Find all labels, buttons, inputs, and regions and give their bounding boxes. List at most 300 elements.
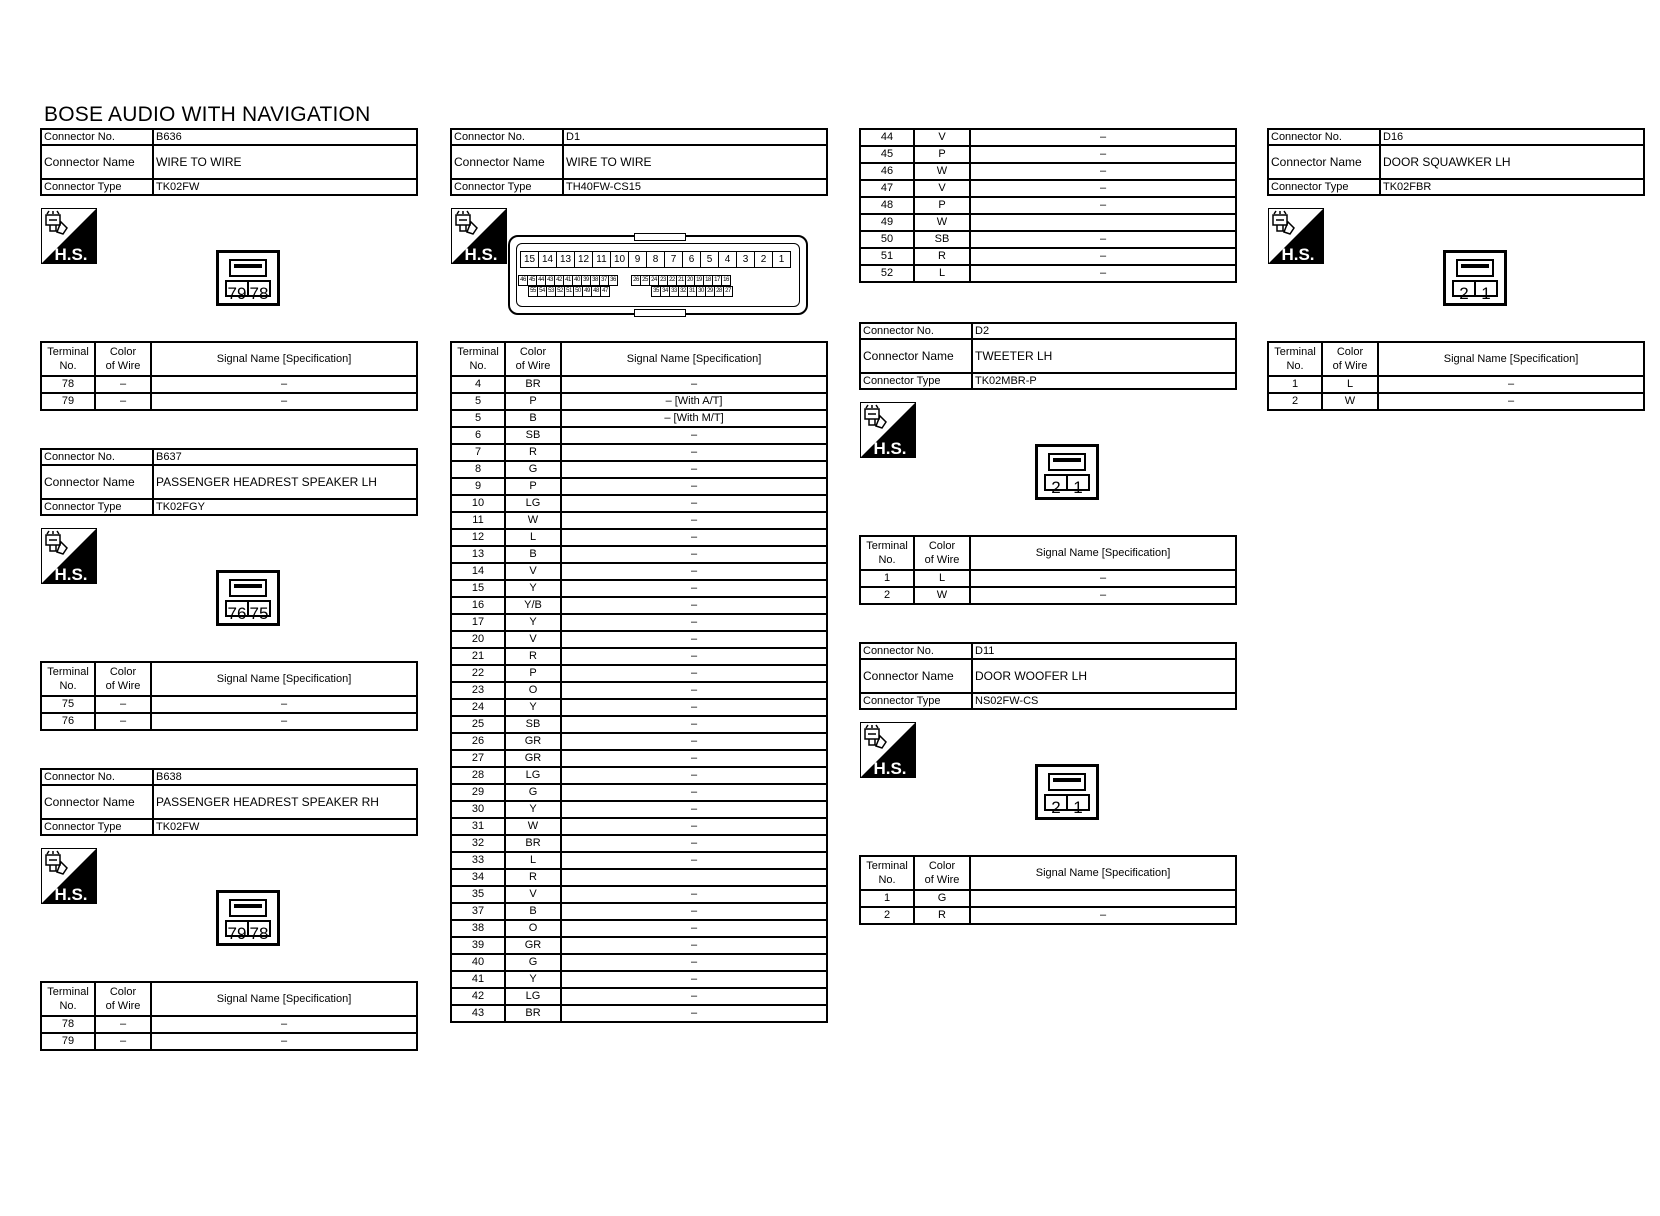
connector-lock-tab — [1456, 259, 1494, 277]
terminal-no: 23 — [451, 682, 505, 699]
info-value: D16 — [1380, 129, 1644, 145]
signal-name: – — [970, 248, 1236, 265]
signal-name: – — [561, 988, 827, 1005]
wire-color: W — [914, 163, 970, 180]
terminal-no: 79 — [41, 1033, 95, 1050]
wire-color: Y — [505, 580, 561, 597]
signal-name: – — [151, 713, 417, 730]
info-label: Connector Name — [41, 145, 153, 179]
info-label: Connector Name — [860, 339, 972, 373]
pin-number: 28 — [714, 286, 724, 297]
terminal-no: 40 — [451, 954, 505, 971]
info-value: D2 — [972, 323, 1236, 339]
signal-name — [970, 890, 1236, 907]
pin-number: 53 — [546, 286, 556, 297]
terminal-row — [451, 1005, 827, 1022]
wire-color: G — [914, 890, 970, 907]
info-row — [41, 179, 417, 195]
terminal-row — [451, 597, 827, 614]
terminal-no: 41 — [451, 971, 505, 988]
wire-color: – — [95, 713, 151, 730]
info-row — [451, 129, 827, 145]
wire-color: P — [505, 665, 561, 682]
connector-pin-row — [528, 286, 732, 297]
wire-color: – — [95, 393, 151, 410]
pin-number: 79 — [227, 282, 249, 295]
wire-color: Y/B — [505, 597, 561, 614]
terminal-row — [860, 570, 1236, 587]
connector-face — [216, 890, 280, 946]
terminal-no: 13 — [451, 546, 505, 563]
terminal-row — [451, 648, 827, 665]
terminal-table — [1267, 341, 1645, 411]
terminal-header-row — [41, 662, 417, 696]
info-row — [860, 643, 1236, 659]
terminal-row — [860, 248, 1236, 265]
signal-name-header: Signal Name [Specification] — [151, 342, 417, 376]
signal-name: – — [561, 444, 827, 461]
signal-name: – — [561, 716, 827, 733]
terminal-row — [860, 265, 1236, 282]
terminal-no: 38 — [451, 920, 505, 937]
info-value: B637 — [153, 449, 417, 465]
signal-name: – — [970, 180, 1236, 197]
wire-color: – — [95, 696, 151, 713]
harness-side-icon — [451, 208, 507, 264]
signal-name: – — [561, 937, 827, 954]
pin-number: 30 — [696, 286, 706, 297]
terminal-row — [860, 907, 1236, 924]
pin-number: 17 — [712, 275, 722, 286]
info-value: TK02FGY — [153, 499, 417, 515]
info-value: TWEETER LH — [972, 339, 1236, 373]
harness-side-icon — [41, 208, 97, 264]
terminal-no-header: Terminal No. — [41, 662, 95, 696]
terminal-no-header: Terminal No. — [41, 342, 95, 376]
pin-number: 25 — [640, 275, 650, 286]
pin-number: 43 — [545, 275, 555, 286]
signal-name: – — [970, 129, 1236, 146]
connector-info-table — [450, 128, 828, 196]
wire-color: P — [914, 197, 970, 214]
wire-color: GR — [505, 733, 561, 750]
signal-name: – — [561, 971, 827, 988]
terminal-row — [1268, 393, 1644, 410]
wire-color: LG — [505, 767, 561, 784]
wire-color: R — [914, 907, 970, 924]
wire-color: GR — [505, 750, 561, 767]
info-row — [451, 179, 827, 195]
signal-name: – — [970, 265, 1236, 282]
signal-name: – — [1378, 376, 1644, 393]
terminal-row — [451, 682, 827, 699]
wire-color: R — [505, 648, 561, 665]
terminal-table — [40, 981, 418, 1051]
info-row — [860, 693, 1236, 709]
connector-info-table — [40, 768, 418, 836]
info-row — [860, 659, 1236, 693]
wire-color: Y — [505, 699, 561, 716]
terminal-row — [860, 231, 1236, 248]
page-title: BOSE AUDIO WITH NAVIGATION — [44, 103, 371, 126]
wire-color: V — [505, 563, 561, 580]
signal-name: – — [561, 733, 827, 750]
pin-number: 9 — [628, 251, 647, 268]
wire-color: P — [505, 478, 561, 495]
terminal-no: 2 — [1268, 393, 1322, 410]
terminal-no: 45 — [860, 146, 914, 163]
wire-color: V — [505, 886, 561, 903]
wire-color: O — [505, 920, 561, 937]
pin-number: 4 — [718, 251, 737, 268]
wire-color: G — [505, 461, 561, 478]
pin-number: 15 — [520, 251, 539, 268]
info-value: D1 — [563, 129, 827, 145]
signal-name-header: Signal Name [Specification] — [970, 536, 1236, 570]
connector-info-table — [1267, 128, 1645, 196]
signal-name: – — [970, 163, 1236, 180]
signal-name: – — [561, 682, 827, 699]
info-value: TH40FW-CS15 — [563, 179, 827, 195]
pin-number: 45 — [527, 275, 537, 286]
connector-lock-tab — [229, 579, 267, 597]
terminal-table — [859, 855, 1237, 925]
wire-color: V — [505, 631, 561, 648]
terminal-row — [451, 529, 827, 546]
terminal-table — [40, 341, 418, 411]
connector-face — [1035, 764, 1099, 820]
connector-key — [634, 309, 686, 317]
terminal-no: 76 — [41, 713, 95, 730]
wire-color: W — [505, 512, 561, 529]
pin-number: 11 — [592, 251, 611, 268]
signal-name: – — [970, 587, 1236, 604]
terminal-row — [451, 546, 827, 563]
info-label: Connector Name — [1268, 145, 1380, 179]
terminal-no-header: Terminal No. — [451, 342, 505, 376]
info-value: WIRE TO WIRE — [563, 145, 827, 179]
pin-number: 48 — [591, 286, 601, 297]
signal-name: – — [151, 1033, 417, 1050]
terminal-no: 43 — [451, 1005, 505, 1022]
connector-info-table — [40, 448, 418, 516]
pin-number: 31 — [687, 286, 697, 297]
info-row — [41, 449, 417, 465]
pin-number: 42 — [554, 275, 564, 286]
signal-name: – — [561, 801, 827, 818]
info-label: Connector Type — [41, 499, 153, 515]
terminal-row — [1268, 376, 1644, 393]
terminal-no-header: Terminal No. — [41, 982, 95, 1016]
terminal-row — [451, 733, 827, 750]
signal-name-header: Signal Name [Specification] — [1378, 342, 1644, 376]
terminal-header-row — [41, 982, 417, 1016]
pin-number: 50 — [573, 286, 583, 297]
info-value: PASSENGER HEADREST SPEAKER LH — [153, 465, 417, 499]
terminal-row — [451, 971, 827, 988]
wire-color: L — [1322, 376, 1378, 393]
connector-pin-cavities — [225, 920, 271, 943]
wire-color: BR — [505, 376, 561, 393]
terminal-no: 14 — [451, 563, 505, 580]
signal-name: – — [561, 1005, 827, 1022]
signal-name — [970, 214, 1236, 231]
wire-color-header: Color of Wire — [95, 662, 151, 696]
terminal-no: 12 — [451, 529, 505, 546]
pin-number: 75 — [249, 604, 269, 623]
signal-name: – — [1378, 393, 1644, 410]
svg-text:H.S.: H.S. — [873, 439, 907, 458]
terminal-header-row — [860, 856, 1236, 890]
pin-number: 22 — [667, 275, 677, 286]
pin-number: 16 — [721, 275, 731, 286]
pin-number: 32 — [678, 286, 688, 297]
signal-name: – — [561, 512, 827, 529]
harness-side-icon — [860, 722, 916, 778]
terminal-row — [41, 1033, 417, 1050]
pin-number: 37 — [599, 275, 609, 286]
terminal-table — [859, 128, 1237, 283]
connector-face — [1035, 444, 1099, 500]
harness-side-icon — [1268, 208, 1324, 264]
pin-number: 5 — [700, 251, 719, 268]
connector-info-table — [40, 128, 418, 196]
signal-name: – — [561, 903, 827, 920]
info-value: WIRE TO WIRE — [153, 145, 417, 179]
connector-pin-cavities — [1044, 474, 1090, 497]
wire-color: G — [505, 784, 561, 801]
info-row — [41, 499, 417, 515]
signal-name — [561, 869, 827, 886]
signal-name: – — [561, 614, 827, 631]
terminal-table — [40, 661, 418, 731]
terminal-header-row — [860, 536, 1236, 570]
signal-name: – — [561, 563, 827, 580]
connector-pin-cavities — [225, 600, 271, 623]
info-value: TK02FW — [153, 819, 417, 835]
wire-color: O — [505, 682, 561, 699]
terminal-row — [451, 852, 827, 869]
pin-number: 1 — [1481, 284, 1491, 303]
pin-number: 33 — [669, 286, 679, 297]
svg-text:H.S.: H.S. — [1281, 245, 1315, 264]
wire-color: V — [914, 129, 970, 146]
terminal-no: 78 — [41, 376, 95, 393]
signal-name: – — [970, 570, 1236, 587]
terminal-row — [860, 163, 1236, 180]
connector-pin-cavities — [225, 280, 271, 303]
pin-number: 3 — [736, 251, 755, 268]
terminal-no: 22 — [451, 665, 505, 682]
pin-number: 23 — [658, 275, 668, 286]
wire-color-header: Color of Wire — [1322, 342, 1378, 376]
pin-number: 14 — [538, 251, 557, 268]
info-value: B638 — [153, 769, 417, 785]
info-label: Connector Type — [41, 179, 153, 195]
terminal-no: 42 — [451, 988, 505, 1005]
signal-name: – — [970, 146, 1236, 163]
pin-number: 47 — [600, 286, 610, 297]
signal-name: – — [561, 461, 827, 478]
pin-number: 39 — [581, 275, 591, 286]
terminal-no: 31 — [451, 818, 505, 835]
info-value: PASSENGER HEADREST SPEAKER RH — [153, 785, 417, 819]
pin-number: 27 — [723, 286, 733, 297]
terminal-no: 9 — [451, 478, 505, 495]
pin-number: 51 — [564, 286, 574, 297]
pin-number: 1 — [1073, 478, 1083, 497]
info-row — [41, 819, 417, 835]
svg-text:H.S.: H.S. — [54, 885, 88, 904]
terminal-header-row — [41, 342, 417, 376]
svg-text:H.S.: H.S. — [873, 759, 907, 778]
connector-lock-tab — [634, 233, 686, 241]
signal-name: – — [561, 920, 827, 937]
wire-color-header: Color of Wire — [505, 342, 561, 376]
signal-name: – — [151, 393, 417, 410]
pin-number: 2 — [1046, 476, 1068, 489]
terminal-row — [860, 214, 1236, 231]
pin-number: 44 — [536, 275, 546, 286]
terminal-row — [860, 197, 1236, 214]
info-value: TK02MBR-P — [972, 373, 1236, 389]
signal-name: – — [561, 784, 827, 801]
wire-color: B — [505, 410, 561, 427]
info-label: Connector No. — [860, 323, 972, 339]
wire-color: W — [914, 214, 970, 231]
wire-color: P — [505, 393, 561, 410]
info-row — [41, 769, 417, 785]
terminal-no: 28 — [451, 767, 505, 784]
info-label: Connector Name — [451, 145, 563, 179]
terminal-row — [451, 461, 827, 478]
pin-number: 1 — [772, 251, 791, 268]
wire-color: L — [505, 852, 561, 869]
pin-number: 41 — [563, 275, 573, 286]
terminal-row — [451, 818, 827, 835]
pin-number: 54 — [537, 286, 547, 297]
harness-side-icon — [41, 848, 97, 904]
terminal-row — [451, 886, 827, 903]
signal-name: – — [561, 597, 827, 614]
info-row — [41, 465, 417, 499]
terminal-no: 4 — [451, 376, 505, 393]
wire-color: LG — [505, 988, 561, 1005]
terminal-row — [451, 903, 827, 920]
terminal-table — [450, 341, 828, 1023]
terminal-row — [451, 699, 827, 716]
info-row — [1268, 129, 1644, 145]
signal-name: – — [561, 427, 827, 444]
terminal-row — [860, 587, 1236, 604]
connector-info-table — [859, 322, 1237, 390]
terminal-row — [451, 580, 827, 597]
terminal-row — [860, 146, 1236, 163]
pin-number: 38 — [590, 275, 600, 286]
wire-color: BR — [505, 835, 561, 852]
terminal-no: 49 — [860, 214, 914, 231]
terminal-no: 44 — [860, 129, 914, 146]
terminal-row — [451, 495, 827, 512]
terminal-no-header: Terminal No. — [860, 856, 914, 890]
info-value: DOOR SQUAWKER LH — [1380, 145, 1644, 179]
harness-side-icon — [41, 528, 97, 584]
wire-color: B — [505, 546, 561, 563]
signal-name: – — [561, 767, 827, 784]
wire-color: SB — [505, 427, 561, 444]
terminal-row — [451, 410, 827, 427]
pin-number: 29 — [705, 286, 715, 297]
terminal-no: 47 — [860, 180, 914, 197]
wire-color-header: Color of Wire — [95, 342, 151, 376]
terminal-no: 5 — [451, 410, 505, 427]
terminal-row — [451, 563, 827, 580]
signal-name-header: Signal Name [Specification] — [151, 662, 417, 696]
terminal-row — [451, 631, 827, 648]
pin-number: 2 — [1046, 796, 1068, 809]
info-row — [860, 373, 1236, 389]
connector-pin-row — [518, 275, 730, 286]
wire-color: R — [914, 248, 970, 265]
terminal-row — [41, 393, 417, 410]
terminal-row — [451, 920, 827, 937]
terminal-no: 33 — [451, 852, 505, 869]
signal-name-header: Signal Name [Specification] — [970, 856, 1236, 890]
wire-color: G — [505, 954, 561, 971]
signal-name: – — [561, 376, 827, 393]
signal-name-header: Signal Name [Specification] — [151, 982, 417, 1016]
wire-color: – — [95, 1033, 151, 1050]
terminal-no: 39 — [451, 937, 505, 954]
terminal-row — [451, 801, 827, 818]
signal-name: – — [561, 478, 827, 495]
wire-color: W — [505, 818, 561, 835]
signal-name: – — [561, 495, 827, 512]
pin-number: 78 — [249, 924, 269, 943]
terminal-no: 17 — [451, 614, 505, 631]
signal-name: – — [151, 696, 417, 713]
terminal-row — [451, 444, 827, 461]
wire-color: – — [95, 376, 151, 393]
terminal-row — [451, 750, 827, 767]
wire-color: Y — [505, 801, 561, 818]
terminal-no: 20 — [451, 631, 505, 648]
pin-number: 19 — [694, 275, 704, 286]
wire-color: SB — [914, 231, 970, 248]
info-value: D11 — [972, 643, 1236, 659]
svg-text:H.S.: H.S. — [54, 245, 88, 264]
terminal-row — [860, 890, 1236, 907]
terminal-row — [451, 988, 827, 1005]
info-value: DOOR WOOFER LH — [972, 659, 1236, 693]
signal-name: – — [561, 750, 827, 767]
pin-number: 36 — [608, 275, 618, 286]
wire-color: L — [914, 570, 970, 587]
info-label: Connector No. — [451, 129, 563, 145]
wire-color: L — [505, 529, 561, 546]
terminal-row — [451, 665, 827, 682]
terminal-no: 37 — [451, 903, 505, 920]
signal-name: – — [561, 954, 827, 971]
info-value: B636 — [153, 129, 417, 145]
terminal-no: 29 — [451, 784, 505, 801]
terminal-no: 10 — [451, 495, 505, 512]
pin-number: 10 — [610, 251, 629, 268]
terminal-row — [451, 614, 827, 631]
terminal-no: 34 — [451, 869, 505, 886]
pin-number: 13 — [556, 251, 575, 268]
pin-number: 52 — [555, 286, 565, 297]
